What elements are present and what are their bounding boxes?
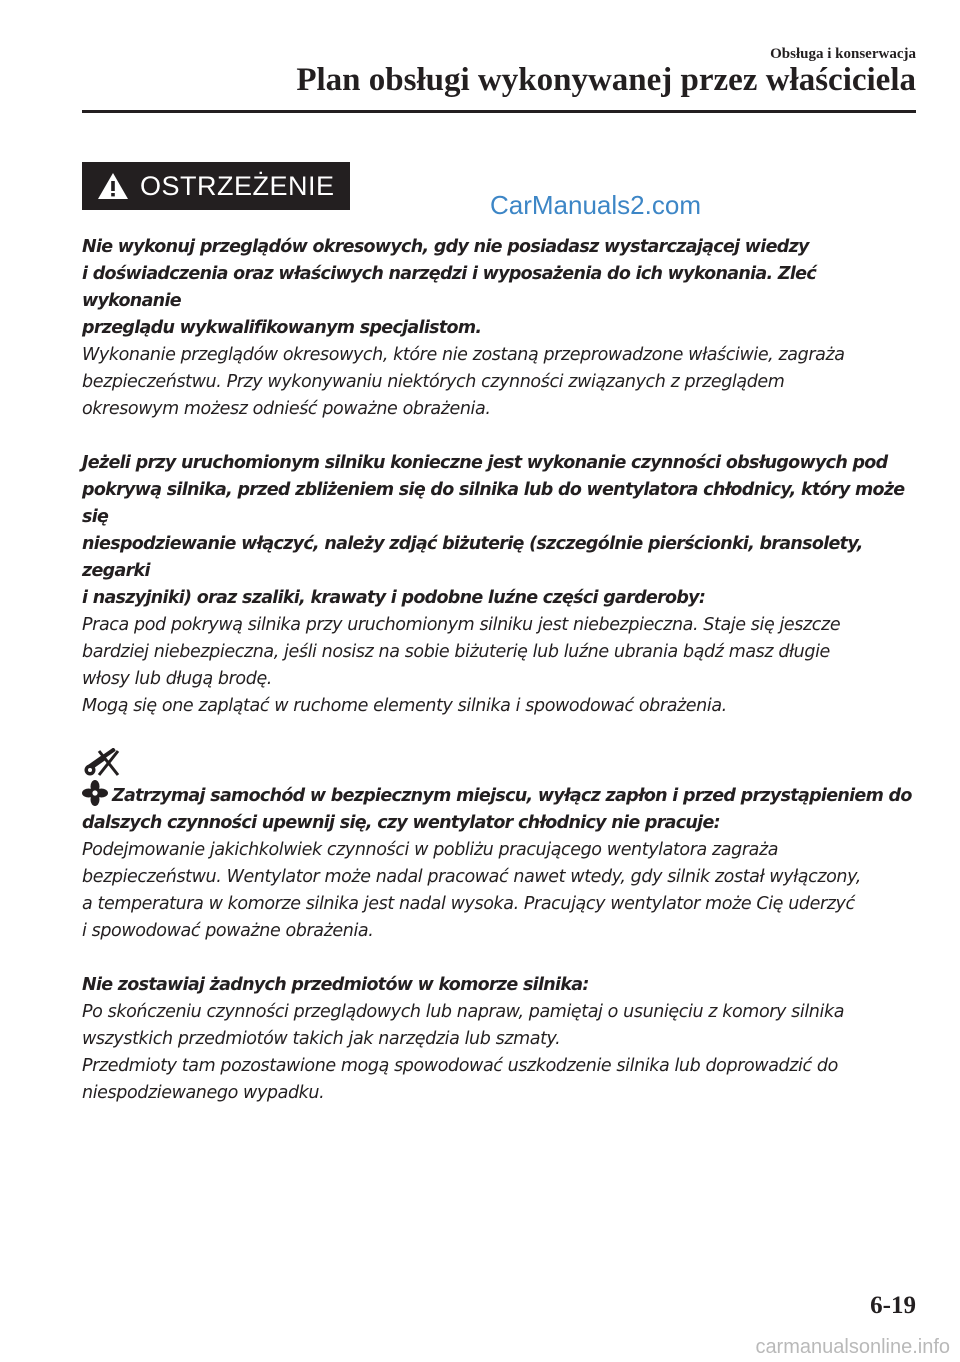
watermark: CarManuals2.com [490,190,701,220]
content [82,234,916,1107]
header-rule [82,110,916,113]
bold-line: i naszyjniki) oraz szaliki, krawaty i podobne luźne części garderoby: [82,588,706,608]
bold-line: przeglądu wykwalifikowanym specjalistom. [82,318,482,338]
paragraph-jewelry [82,450,916,720]
paragraph-engine-bay-items [82,972,916,1107]
spacer [82,423,916,450]
bold-line: Jeżeli przy uruchomionym silniku konieczne jest wykonanie czynności obsługowych pod [82,453,888,473]
body-line: Po skończeniu czynności przeglądowych lub napraw, pamiętaj o usunięciu z komory silnika [82,1002,845,1022]
body-line: bardziej niebezpieczna, jeśli nosisz na sobie biżuterię lub luźne ubrania bądź masz długie [82,642,830,662]
section-label: Obsługa i konserwacja [770,46,916,62]
warning-triangle-icon [96,171,130,201]
body-line: Mogą się one zaplątać w ruchome elementy silnika i spowodować obrażenia. [82,696,727,716]
body-line: i spowodować poważne obrażenia. [82,921,374,941]
body-line: włosy lub długą brodę. [82,669,272,689]
body-line: a temperatura w komorze silnika jest nadal wysoka. Pracujący wentylator może Cię uderzyć [82,894,855,914]
page-title: Plan obsługi wykonywanej przez właściciela [296,62,916,98]
body-line: niespodziewanego wypadku. [82,1083,325,1103]
body-line: bezpieczeństwu. Przy wykonywaniu niektórych czynności związanych z przeglądem [82,372,785,392]
body-line: Przedmioty tam pozostawione mogą spowodować uszkodzenie silnika lub doprowadzić do [82,1056,838,1076]
body-line: wszystkich przedmiotów takich jak narzędzia lub szmaty. [82,1029,561,1049]
spacer [82,945,916,972]
warning-label: OSTRZEŻENIE [140,170,335,201]
bold-line: pokrywą silnika, przed zbliżeniem się do silnika lub do wentylatora chłodnicy, który może się [82,480,905,527]
body-line: Wykonanie przeglądów okresowych, które nie zostaną przeprowadzone właściwie, zagraża [82,345,845,365]
bold-line: i doświadczenia oraz właściwych narzędzi i wyposażenia do ich wykonania. Zleć wykonanie [82,264,817,311]
bold-line-text: Zatrzymaj samochód w bezpiecznym miejscu, wyłącz zapłon i przed przystąpieniem do [112,786,912,806]
body-line: Praca pod pokrywą silnika przy uruchomionym silniku jest niebezpieczna. Staje się jeszcze [82,615,841,635]
bold-line: Nie wykonuj przeglądów okresowych, gdy nie posiadasz wystarczającej wiedzy [82,237,809,257]
warning-banner [82,162,350,210]
bold-line: dalszych czynności upewnij się, czy wentylator chłodnicy nie pracuje: [82,813,720,833]
body-line: okresowym możesz odnieść poważne obrażenia. [82,399,491,419]
body-line: Podejmowanie jakichkolwiek czynności w pobliżu pracującego wentylatora zagraża [82,840,779,860]
icon-row [82,748,916,780]
paragraph-maintenance-knowledge [82,234,916,423]
fan-icon [82,780,108,806]
footer-watermark: carmanualsonline.info [755,1336,950,1358]
bold-line [82,780,916,810]
bold-line: niespodziewanie włączyć, należy zdjąć biżuterię (szczególnie pierścionki, bransolety, zegarki [82,534,863,581]
paragraph-fan [82,748,916,945]
no-hand-tools-icon [82,748,120,778]
page-number: 6-19 [870,1292,916,1319]
bold-line: Nie zostawiaj żadnych przedmiotów w komorze silnika: [82,975,589,995]
body-line: bezpieczeństwu. Wentylator może nadal pracować nawet wtedy, gdy silnik został wyłączony, [82,867,861,887]
